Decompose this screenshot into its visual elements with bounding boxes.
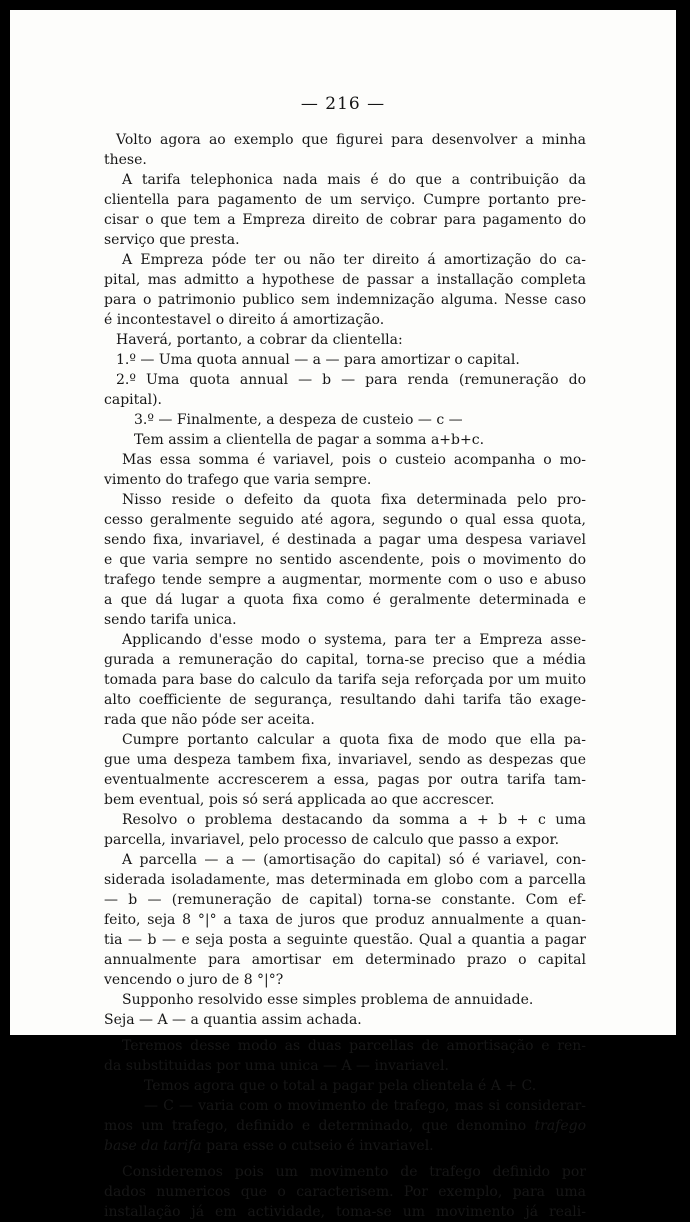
- text-line: capital).: [104, 392, 162, 408]
- text-line: Mas essa somma é variavel, pois o custeio acompanha o mo-: [122, 452, 586, 468]
- text-segment: mos um trafego, definido e determinado, que denomino: [104, 1118, 527, 1134]
- text-line: Resolvo o problema destacando da somma a + b + c uma: [122, 812, 586, 828]
- text-line: sendo fixa, invariavel, é destinada a pagar uma despesa variavel: [104, 532, 586, 548]
- text-line: — C — varia com o movimento de trafego, mas si considerar-: [144, 1098, 586, 1114]
- body-text: [104, 130, 586, 1222]
- text-line: A parcella — a — (amortisação do capital) só é variavel, con-: [122, 852, 586, 868]
- text-line: da substituidas por uma unica — A — invariavel.: [104, 1058, 449, 1074]
- text-line: 1.º — Uma quota annual — a — para amortizar o capital.: [116, 352, 520, 368]
- text-line: Nisso reside o defeito da quota fixa determinada pelo pro-: [122, 492, 586, 508]
- text-line: gue uma despeza tambem fixa, invariavel, sendo as despezas que: [104, 752, 586, 768]
- text-line: rada que não póde ser aceita.: [104, 712, 315, 728]
- text-line: a que dá lugar a quota fixa como é geralmente determinada e: [104, 592, 586, 608]
- italic-term: base da tarifa: [104, 1138, 202, 1154]
- text-line: bem eventual, pois só será applicada ao que accrescer.: [104, 792, 495, 808]
- text-line: installação já em actividade, toma-se um movimento já reali-: [104, 1204, 586, 1220]
- text-line: gurada a remuneração do capital, torna-se preciso que a média: [104, 652, 586, 668]
- text-line: Haverá, portanto, a cobrar da clientella:: [116, 332, 403, 348]
- text-line: dados numericos que o caracterisem. Por exemplo, para uma: [104, 1184, 586, 1200]
- text-line: Temos agora que o total a pagar pela clientela é A + C.: [144, 1078, 537, 1094]
- text-line: Cumpre portanto calcular a quota fixa de modo que ella pa-: [122, 732, 586, 748]
- text-line: cesso geralmente seguido até agora, segundo o qual essa quota,: [104, 512, 586, 528]
- text-line: these.: [104, 152, 147, 168]
- text-line: Consideremos pois um movimento de trafego definido por: [122, 1164, 586, 1180]
- text-line: tia — b — e seja posta a seguinte questão. Qual a quantia a pagar: [104, 932, 586, 948]
- text-line: 2.º Uma quota annual — b — para renda (remuneração do: [116, 372, 586, 388]
- text-line: feito, seja 8 °|° a taxa de juros que produz annualmente a quan-: [104, 912, 586, 928]
- text-line: — b — (remuneração de capital) torna-se constante. Com ef-: [104, 892, 586, 908]
- text-line: Volto agora ao exemplo que figurei para desenvolver a minha: [116, 132, 586, 148]
- text-line: parcella, invariavel, pelo processo de calculo que passo a expor.: [104, 832, 560, 848]
- text-line: siderada isoladamente, mas determinada em globo com a parcella: [104, 872, 586, 888]
- text-segment: para esse o cutseio é invariavel.: [206, 1138, 434, 1154]
- text-line: tomada para base do calculo da tarifa seja reforçada por um muito: [104, 672, 586, 688]
- text-line: Supponho resolvido esse simples problema de annuidade.: [122, 992, 534, 1008]
- text-line: sendo tarifa unica.: [104, 612, 237, 628]
- text-line: para o patrimonio publico sem indemnização alguma. Nesse caso: [104, 292, 586, 308]
- text-line: 3.º — Finalmente, a despeza de custeio — c —: [134, 412, 463, 428]
- text-line: A Empreza póde ter ou não ter direito á amortização do ca-: [122, 252, 586, 268]
- text-line: annualmente para amortisar em determinado prazo o capital: [104, 952, 586, 968]
- text-line: pital, mas admitto a hypothese de passar a installação completa: [104, 272, 586, 288]
- text-line: Tem assim a clientella de pagar a somma a+b+c.: [134, 432, 485, 448]
- text-line: vimento do trafego que varia sempre.: [104, 472, 372, 488]
- text-line: [104, 1116, 586, 1136]
- text-line: clientella para pagamento de um serviço. Cumpre portanto pre-: [104, 192, 586, 208]
- page-number: — 216 —: [300, 94, 386, 114]
- text-line: Applicando d'esse modo o systema, para ter a Empreza asse-: [122, 632, 586, 648]
- text-line: [104, 1136, 586, 1156]
- text-line: e que varia sempre no sentido ascendente, pois o movimento do: [104, 552, 586, 568]
- text-line: vencendo o juro de 8 °|°?: [104, 972, 284, 988]
- text-line: Teremos desse modo as duas parcellas de amortisação e ren-: [122, 1038, 586, 1054]
- text-line: A tarifa telephonica nada mais é do que a contribuição da: [122, 172, 586, 188]
- italic-term: trafego: [534, 1118, 586, 1134]
- text-line: eventualmente accrescerem a essa, pagas por outra tarifa tam-: [104, 772, 586, 788]
- text-line: é incontestavel o direito á amortização.: [104, 312, 385, 328]
- text-line: cisar o que tem a Empreza direito de cobrar para pagamento do: [104, 212, 586, 228]
- text-line: trafego tende sempre a augmentar, mormente com o uso e abuso: [104, 572, 586, 588]
- text-line: serviço que presta.: [104, 232, 240, 248]
- text-line: Seja — A — a quantia assim achada.: [104, 1012, 362, 1028]
- text-line: alto coefficiente de segurança, resultando dahi tarifa tão exage-: [104, 692, 586, 708]
- book-page: [10, 10, 676, 1220]
